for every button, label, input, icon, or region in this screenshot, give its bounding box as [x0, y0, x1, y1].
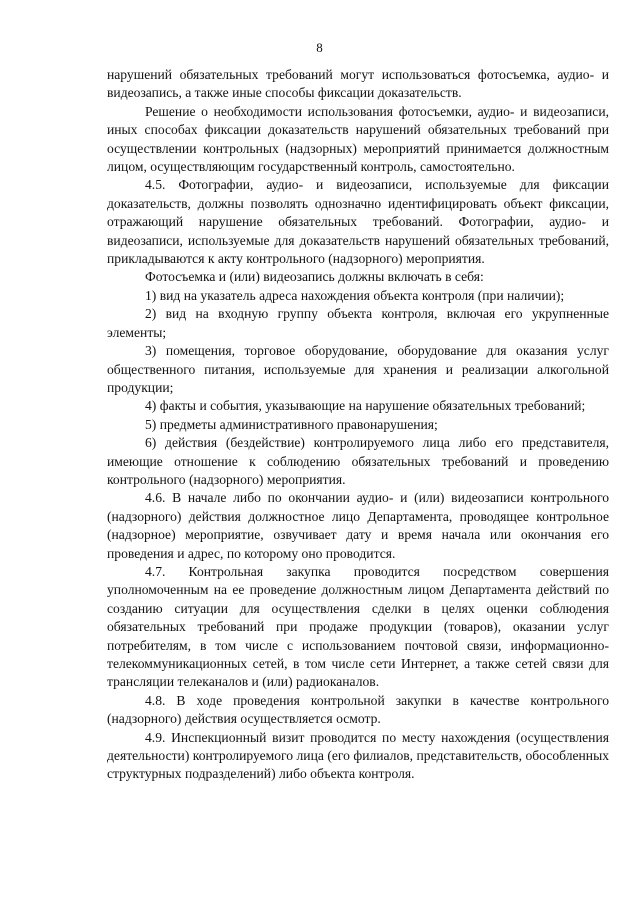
- list-item-2: 2) вид на входную группу объекта контроля, включая его укрупненные элементы;: [107, 306, 609, 340]
- list-item-5: 5) предметы административного правонарушения;: [145, 416, 438, 432]
- list-item-6: 6) действия (бездействие) контролируемого лица либо его представителя, имеющие отношение к соблюдению обязательных требований и проведению контрольного (надзорного) мероприятия.: [107, 435, 609, 487]
- list-item-3: 3) помещения, торговое оборудование, оборудование для оказания услуг общественного питания, используемые для хранения и реализации алкогольной продукции;: [107, 343, 609, 395]
- paragraph-continuation: нарушений обязательных требований могут использоваться фотосъемка, аудио- и видеозапись, а также иные способы фиксации доказательств.: [107, 67, 609, 101]
- list-item-4: 4) факты и события, указывающие на нарушение обязательных требований;: [145, 398, 586, 414]
- paragraph-4-8: 4.8. В ходе проведения контрольной закупки в качестве контрольного (надзорного) действия осуществляется осмотр.: [107, 692, 609, 727]
- list-item-1: 1) вид на указатель адреса нахождения объекта контроля (при наличии);: [145, 287, 565, 303]
- paragraph-decision: Решение о необходимости использования фотосъемки, аудио- и видеозаписи, иных способах фиксации доказательств нарушений обязательных требований при осуществлении контрольных (надзорных) мероприятий принимается должностным лицом, осуществляющим государственный контроль, самостоятельно.: [107, 103, 609, 175]
- paragraph-4-7: 4.7. Контрольная закупка проводится посредством совершения уполномоченным на ее проведение должностным лицом Департамента действий по созданию ситуации для осуществления сделки в целях оценки соблюдения обязательных требований при продаже продукции (товаров), оказании услуг потребителям, в том числе с использованием почтовой связи, информационно-телекоммуникационных сетей, в том числе сети Интернет, а также сетей связи для трансляции телеканалов и (или) радиоканалов.: [107, 563, 609, 690]
- paragraph-4-6: 4.6. В начале либо по окончании аудио- и (или) видеозаписи контрольного (надзорного) действия должностное лицо Департамента, проводящее контрольное (надзорное) мероприятие, озвучивает дату и время начала или окончания его проведения и адрес, по которому оно проводится.: [107, 490, 609, 561]
- page-number: 8: [316, 40, 323, 55]
- paragraph-list-intro: Фотосъемка и (или) видеозапись должны включать в себя:: [145, 269, 484, 285]
- paragraph-4-9: 4.9. Инспекционный визит проводится по месту нахождения (осуществления деятельности) контролируемого лица (его филиалов, представительств, обособленных структурных подразделений) либо объекта контроля.: [107, 729, 609, 782]
- paragraph-4-5: 4.5. Фотографии, аудио- и видеозаписи, используемые для фиксации доказательств, должны позволять однозначно идентифицировать объект фиксации, отражающий нарушение обязательных требований. Фотографии, аудио- и видеозаписи, используемые для доказательств нарушений обязательных требований, прикладываются к акту контрольного (надзорного) мероприятия.: [107, 177, 609, 267]
- document-body: [107, 66, 609, 784]
